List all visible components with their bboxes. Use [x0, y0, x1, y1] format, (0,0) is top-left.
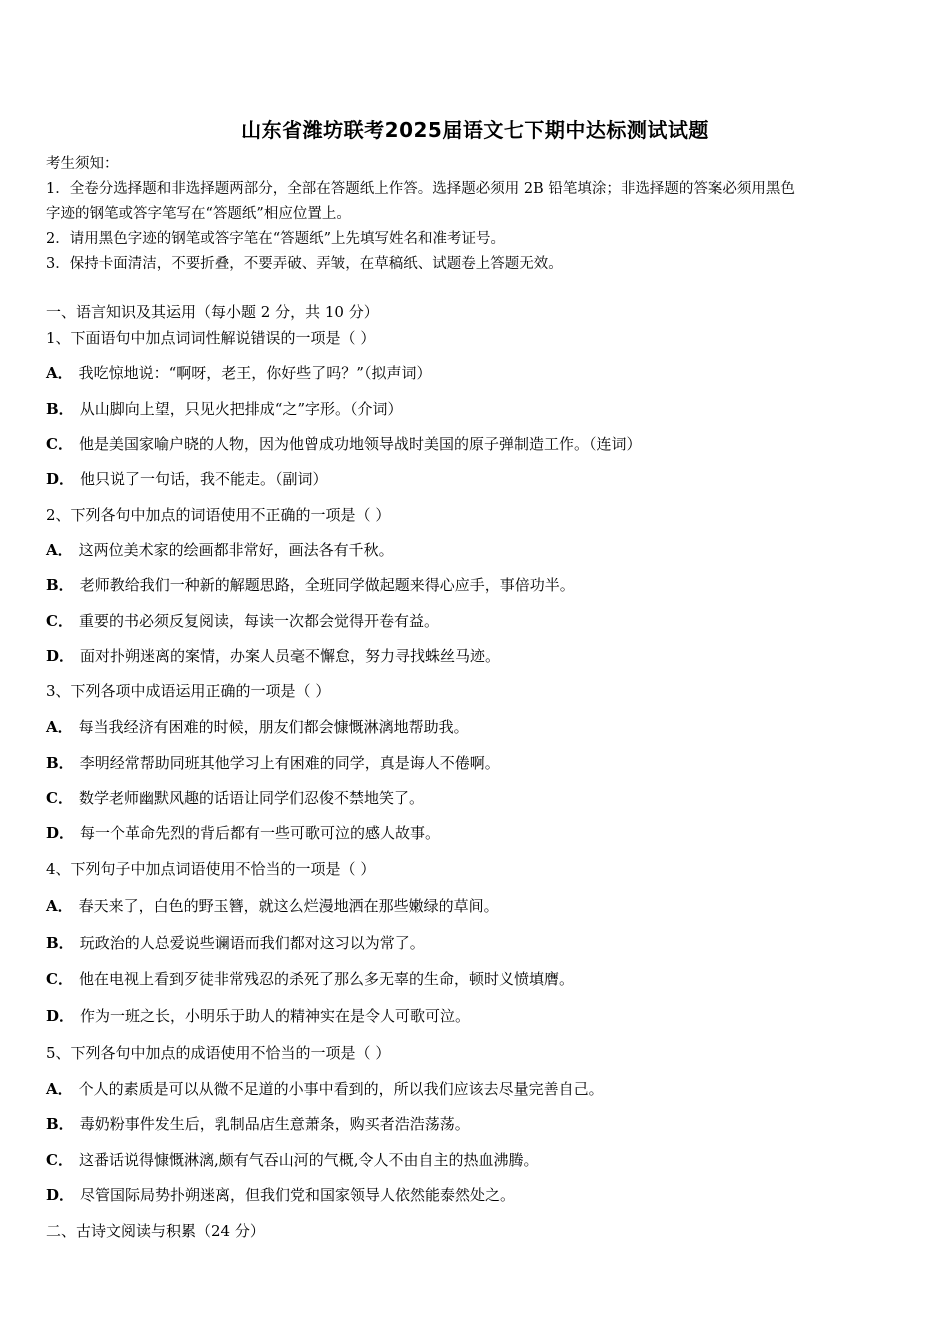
- option-letter: B．: [46, 576, 74, 594]
- option-letter: D．: [46, 647, 75, 665]
- option-c: [46, 1149, 539, 1170]
- option-letter: B．: [46, 934, 74, 952]
- notice-line: 2．请用黑色字迹的钢笔或答字笔在“答题纸”上先填写姓名和准考证号。: [46, 231, 506, 247]
- option-letter: B．: [46, 754, 74, 772]
- option-text: 尽管国际局势扑朔迷离，但我们党和国家领导人依然能泰然处之。: [80, 1186, 516, 1204]
- option-letter: D．: [46, 1007, 75, 1025]
- page-title: 山东省潍坊联考2025届语文七下期中达标测试试题: [241, 118, 709, 142]
- option-b: [46, 1113, 470, 1134]
- option-text: 玩政治的人总爱说些谰语而我们都对这习以为常了。: [79, 934, 425, 952]
- option-letter: A．: [46, 364, 73, 382]
- option-text: 重要的书必须反复阅读，每读一次都会觉得开卷有益。: [78, 612, 439, 630]
- question-stem: 5、下列各句中加点的成语使用不恰当的一项是（ ）: [46, 1044, 391, 1062]
- option-text: 这番话说得慷慨淋漓,颇有气吞山河的气概,令人不由自主的热血沸腾。: [78, 1151, 539, 1169]
- option-a: [46, 1078, 604, 1099]
- option-letter: C．: [46, 1151, 73, 1169]
- option-text: 他在电视上看到歹徒非常残忍的杀死了那么多无辜的生命，顿时义愤填膺。: [78, 970, 574, 988]
- option-d: [46, 822, 440, 843]
- section-heading-1: 一、语言知识及其运用（每小题 2 分，共 10 分）: [46, 303, 379, 321]
- option-letter: C．: [46, 612, 73, 630]
- option-d: [46, 1184, 515, 1205]
- option-b: [46, 752, 500, 773]
- option-b: [46, 574, 575, 595]
- section-heading-2: 二、古诗文阅读与积累（24 分）: [46, 1222, 265, 1240]
- option-text: 每一个革命先烈的背后都有一些可歌可泣的感人故事。: [80, 824, 441, 842]
- option-letter: C．: [46, 970, 73, 988]
- notice-line: 1．全卷分选择题和非选择题两部分，全部在答题纸上作答。选择题必须用 2B 铅笔填涂；非选择题的答案必须用黑色: [46, 181, 795, 197]
- question-stem: 3、下列各项中成语运用正确的一项是（ ）: [46, 682, 331, 700]
- option-text: 我吃惊地说：“啊呀，老王，你好些了吗？”（拟声词）: [78, 364, 432, 382]
- option-c: [46, 433, 641, 454]
- option-letter: B．: [46, 1115, 74, 1133]
- option-a: [46, 362, 431, 383]
- question-stem: 4、下列句子中加点词语使用不恰当的一项是（ ）: [46, 860, 376, 878]
- option-text: 从山脚向上望，只见火把排成“之”字形。（介词）: [79, 400, 403, 418]
- option-text: 毒奶粉事件发生后，乳制品店生意萧条，购买者浩浩荡荡。: [79, 1115, 470, 1133]
- option-text: 李明经常帮助同班其他学习上有困难的同学，真是诲人不倦啊。: [79, 754, 500, 772]
- option-d: [46, 468, 328, 489]
- option-a: [46, 895, 499, 916]
- option-letter: D．: [46, 824, 75, 842]
- option-text: 数学老师幽默风趣的话语让同学们忍俊不禁地笑了。: [78, 789, 424, 807]
- option-a: [46, 539, 394, 560]
- option-b: [46, 398, 403, 419]
- question-stem: 1、下面语句中加点词词性解说错误的一项是（ ）: [46, 329, 376, 347]
- option-letter: A．: [46, 1080, 73, 1098]
- notice-line: 3．保持卡面清洁，不要折叠，不要弄破、弄皱，在草稿纸、试题卷上答题无效。: [46, 256, 563, 272]
- notice-heading: 考生须知：: [46, 156, 119, 172]
- option-letter: D．: [46, 1186, 75, 1204]
- option-a: [46, 716, 469, 737]
- option-letter: B．: [46, 400, 74, 418]
- option-text: 个人的素质是可以从微不足道的小事中看到的，所以我们应该去尽量完善自己。: [78, 1080, 604, 1098]
- option-text: 春天来了，白色的野玉簪，就这么烂漫地洒在那些嫩绿的草间。: [78, 897, 499, 915]
- option-text: 他是美国家喻户晓的人物，因为他曾成功地领导战时美国的原子弹制造工作。（连词）: [78, 435, 642, 453]
- option-b: [46, 932, 425, 953]
- notice-line: 字迹的钢笔或答字笔写在“答题纸”相应位置上。: [46, 206, 351, 222]
- option-letter: A．: [46, 897, 73, 915]
- option-d: [46, 645, 500, 666]
- option-text: 每当我经济有困难的时候，朋友们都会慷慨淋漓地帮助我。: [78, 718, 469, 736]
- question-stem: 2、下列各句中加点的词语使用不正确的一项是（ ）: [46, 506, 391, 524]
- option-c: [46, 787, 424, 808]
- option-letter: C．: [46, 435, 73, 453]
- option-text: 面对扑朔迷离的案情，办案人员毫不懈怠，努力寻找蛛丝马迹。: [80, 647, 501, 665]
- option-letter: C．: [46, 789, 73, 807]
- option-text: 他只说了一句话，我不能走。（副词）: [80, 470, 328, 488]
- option-d: [46, 1005, 470, 1026]
- option-text: 这两位美术家的绘画都非常好，画法各有千秋。: [78, 541, 394, 559]
- option-text: 老师教给我们一种新的解题思路，全班同学做起题来得心应手，事倍功半。: [79, 576, 575, 594]
- option-letter: A．: [46, 718, 73, 736]
- option-c: [46, 610, 439, 631]
- option-c: [46, 968, 574, 989]
- option-letter: A．: [46, 541, 73, 559]
- option-text: 作为一班之长，小明乐于助人的精神实在是令人可歌可泣。: [80, 1007, 471, 1025]
- option-letter: D．: [46, 470, 75, 488]
- exam-notice: [46, 152, 906, 277]
